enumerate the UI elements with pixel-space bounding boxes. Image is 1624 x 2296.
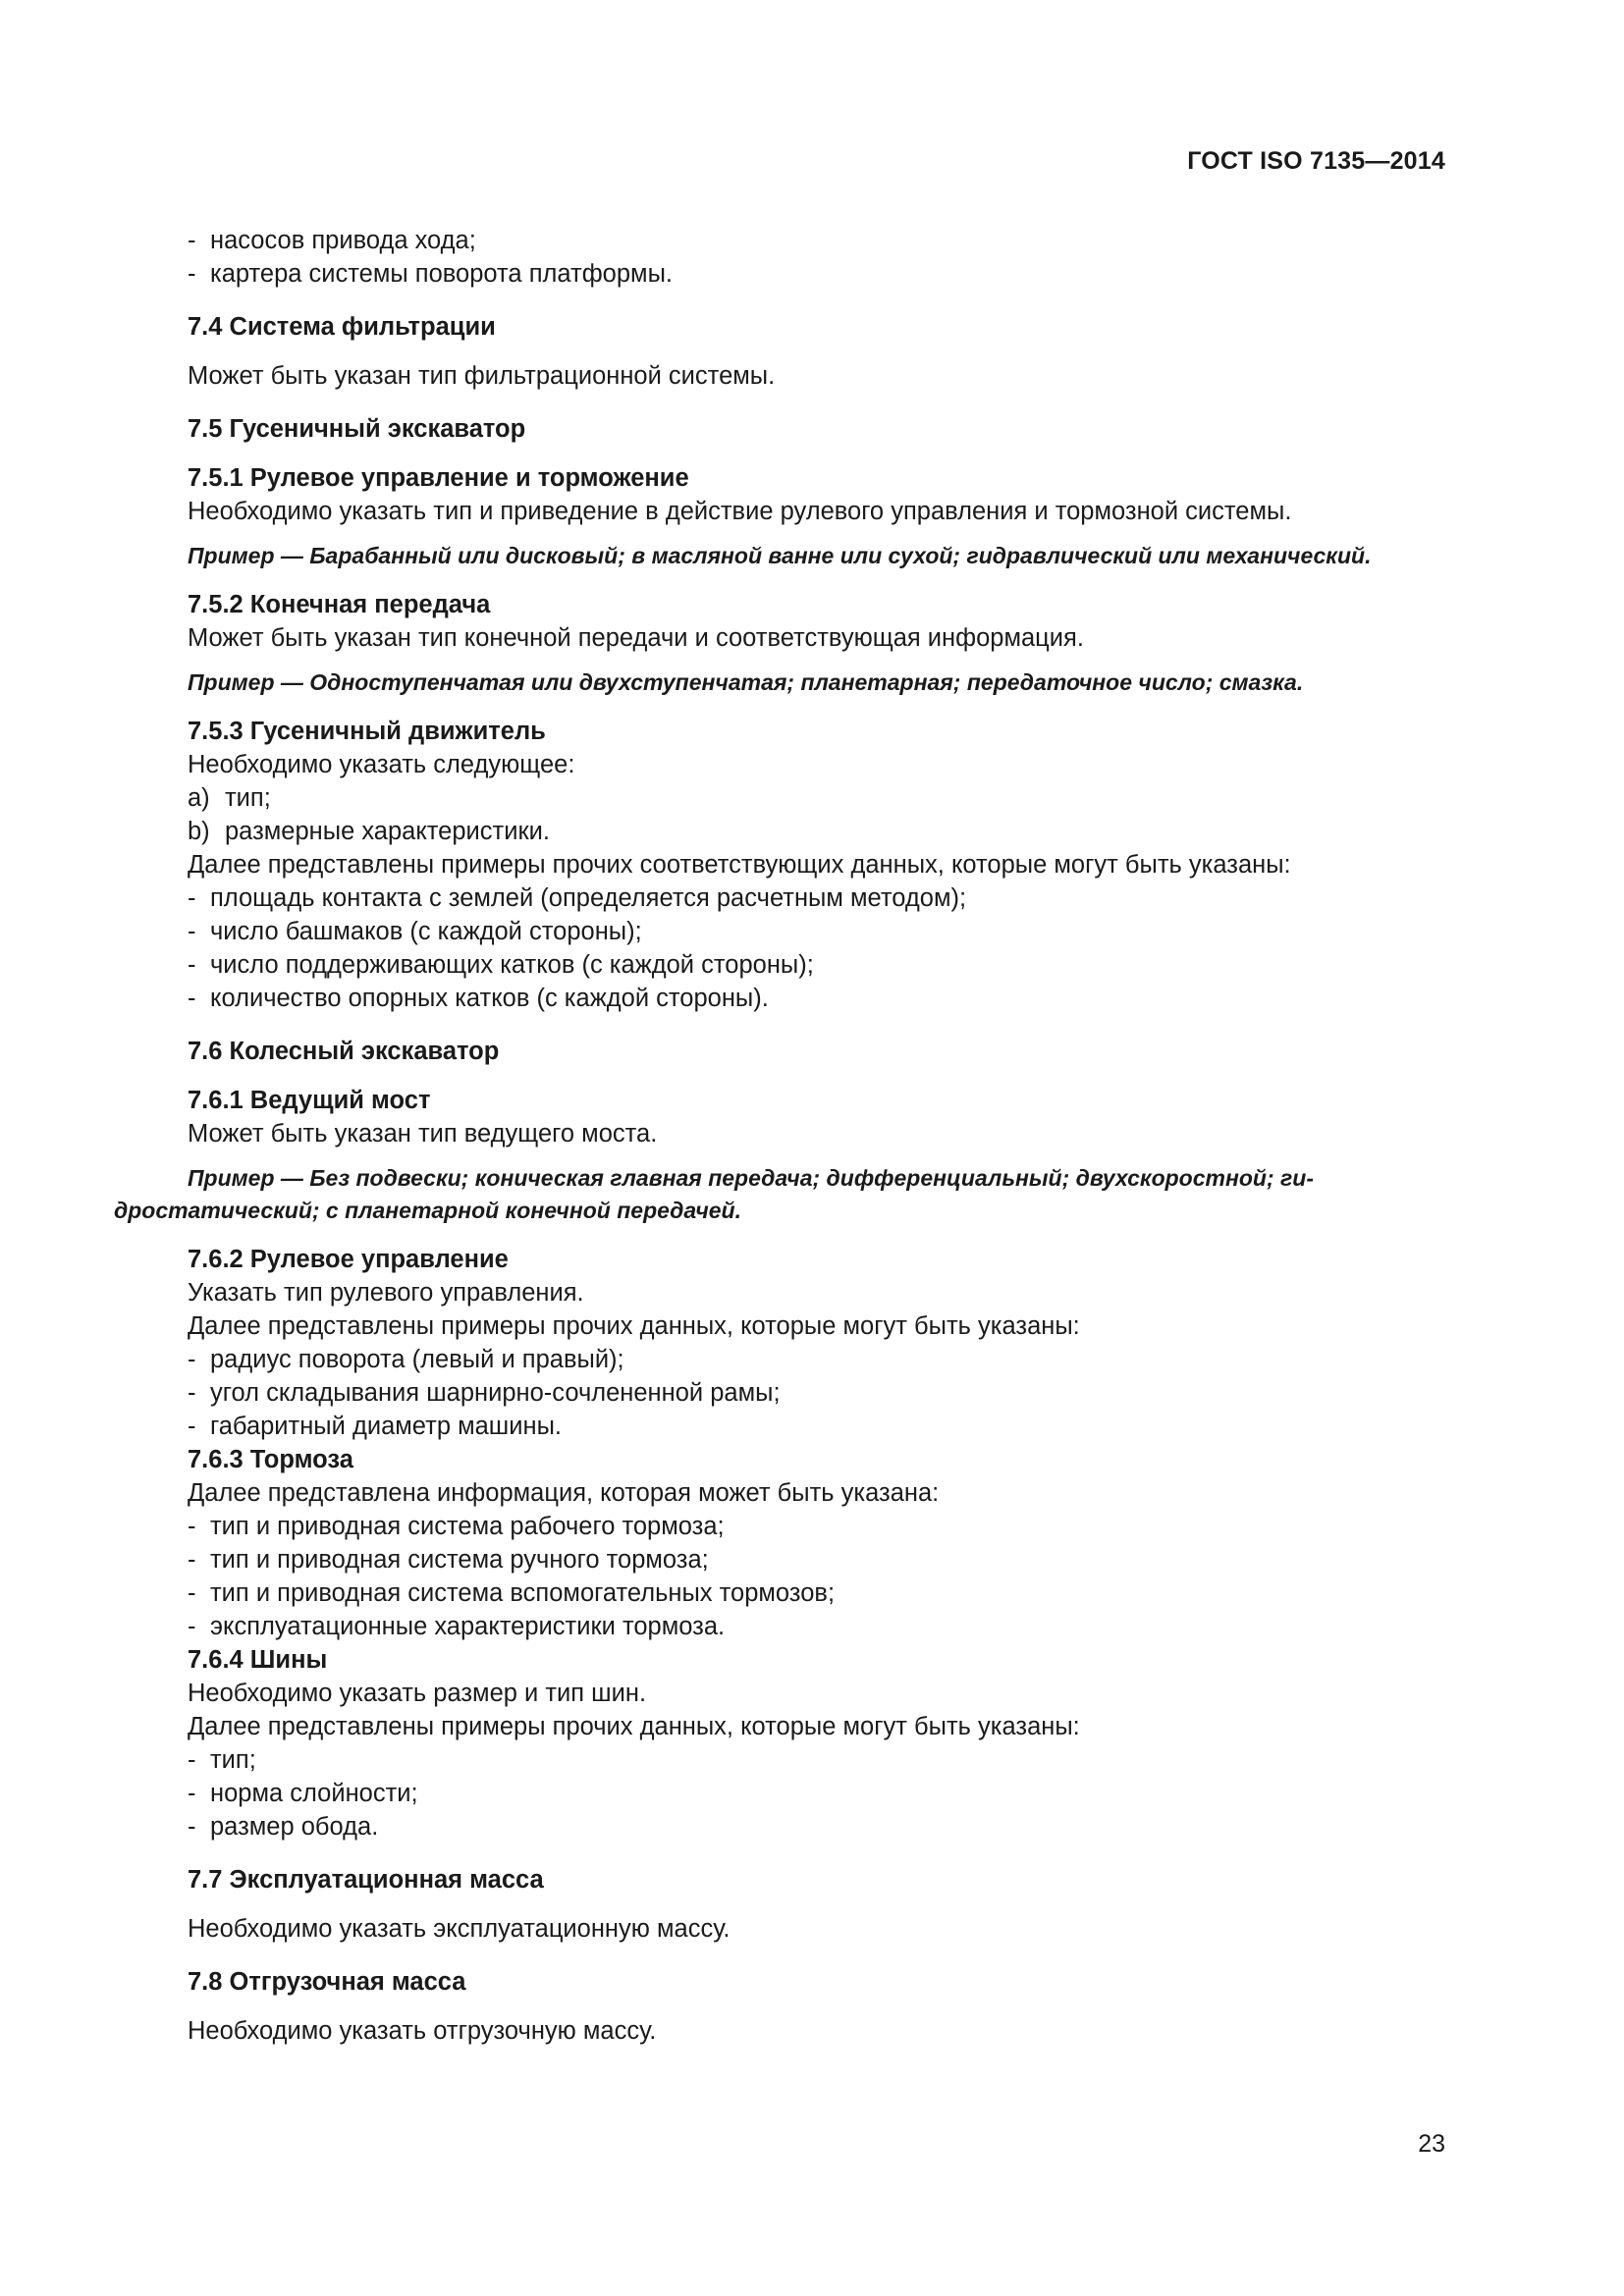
list-item: - картера системы поворота платформы. xyxy=(188,257,1445,291)
list-item: - насосов привода хода; xyxy=(188,224,1445,257)
list-dash: - xyxy=(188,227,196,254)
section-title-7-6-1: 7.6.1 Ведущий мост xyxy=(188,1087,431,1114)
list-item: - эксплуатационные характеристики тормоза. xyxy=(188,1610,1445,1643)
list-dash: - xyxy=(188,985,196,1012)
list-item: - тип и приводная система ручного тормоза; xyxy=(188,1543,1445,1576)
example-line-2: дростатический; с планетарной конечной передачей. xyxy=(114,1198,741,1223)
list-dash: - xyxy=(188,1780,196,1807)
document-body xyxy=(114,224,1445,2048)
section-title-7-5: 7.5 Гусеничный экскаватор xyxy=(188,415,526,443)
list-item: - норма слойности; xyxy=(188,1777,1445,1810)
list-dash: - xyxy=(188,1546,196,1574)
section-text-7-4: Может быть указан тип фильтрационной системы. xyxy=(188,362,776,390)
list-dash: - xyxy=(188,1413,196,1440)
section-more-7-6-2: Далее представлены примеры прочих данных, которые могут быть указаны: xyxy=(188,1312,1080,1340)
list-item: - количество опорных катков (с каждой стороны). xyxy=(188,982,1445,1015)
section-title-7-6-2: 7.6.2 Рулевое управление xyxy=(188,1246,509,1273)
section-title-7-5-1: 7.5.1 Рулевое управление и торможение xyxy=(188,464,689,492)
example-7-6-1 xyxy=(114,1162,1445,1227)
section-text-7-6-1: Может быть указан тип ведущего моста. xyxy=(188,1120,658,1148)
example-7-5-2: Пример — Одноступенчатая или двухступенчатая; планетарная; передаточное число; смазка. xyxy=(188,669,1304,695)
list-item: - размер обода. xyxy=(188,1810,1445,1843)
section-text-7-6-4: Необходимо указать размер и тип шин. xyxy=(188,1680,647,1707)
list-item: - угол складывания шарнирно-сочлененной рамы; xyxy=(188,1376,1445,1410)
list-dash: - xyxy=(188,260,196,288)
list-dash: - xyxy=(188,1579,196,1607)
section-text-7-6-3: Далее представлена информация, которая может быть указана: xyxy=(188,1479,940,1507)
section-more-7-6-4: Далее представлены примеры прочих данных, которые могут быть указаны: xyxy=(188,1713,1080,1740)
section-text-7-7: Необходимо указать эксплуатационную массу. xyxy=(188,1915,731,1943)
section-title-7-5-2: 7.5.2 Конечная передача xyxy=(188,591,491,618)
section-more-7-5-3: Далее представлены примеры прочих соответствующих данных, которые могут быть указаны: xyxy=(188,851,1291,879)
list-dash: - xyxy=(188,918,196,945)
list-item: - тип и приводная система рабочего тормоза; xyxy=(188,1510,1445,1543)
section-title-7-6: 7.6 Колесный экскаватор xyxy=(188,1038,500,1065)
example-7-5-1: Пример — Барабанный или дисковый; в масляной ванне или сухой; гидравлический или механический. xyxy=(188,543,1372,568)
list-item: - радиус поворота (левый и правый); xyxy=(188,1343,1445,1376)
section-title-7-6-4: 7.6.4 Шины xyxy=(188,1646,328,1674)
section-title-7-8: 7.8 Отгрузочная масса xyxy=(188,1968,466,1996)
alpha-list-item: a) тип; xyxy=(188,784,271,812)
section-title-7-5-3: 7.5.3 Гусеничный движитель xyxy=(188,718,546,745)
list-dash: - xyxy=(188,1746,196,1774)
list-item: - габаритный диаметр машины. xyxy=(188,1410,1445,1443)
list-item: - число башмаков (с каждой стороны); xyxy=(188,915,1445,948)
section-text-7-5-1: Необходимо указать тип и приведение в действие рулевого управления и тормозной системы. xyxy=(188,498,1292,525)
list-dash: - xyxy=(188,1513,196,1540)
section-text-7-5-3: Необходимо указать следующее: xyxy=(188,751,575,778)
list-dash: - xyxy=(188,1813,196,1841)
list-item: - площадь контакта с землей (определяется расчетным методом); xyxy=(188,881,1445,915)
section-title-7-7: 7.7 Эксплуатационная масса xyxy=(188,1866,544,1894)
example-line-1: Пример — Без подвески; коническая главная передача; дифференциальный; двухскоростной; ги- xyxy=(188,1165,1315,1191)
section-text-7-6-2: Указать тип рулевого управления. xyxy=(188,1279,584,1307)
section-title-7-6-3: 7.6.3 Тормоза xyxy=(188,1446,353,1473)
section-text-7-8: Необходимо указать отгрузочную массу. xyxy=(188,2017,657,2045)
section-text-7-5-2: Может быть указан тип конечной передачи и соответствующая информация. xyxy=(188,624,1084,652)
list-item: - число поддерживающих катков (с каждой стороны); xyxy=(188,948,1445,982)
section-title-7-4: 7.4 Система фильтрации xyxy=(188,313,496,341)
list-dash: - xyxy=(188,951,196,979)
list-dash: - xyxy=(188,1613,196,1640)
alpha-list-item: b) размерные характеристики. xyxy=(188,818,550,845)
list-item: - тип и приводная система вспомогательных тормозов; xyxy=(188,1576,1445,1610)
list-item: - тип; xyxy=(188,1743,1445,1777)
page-number: 23 xyxy=(1418,2130,1445,2158)
list-dash: - xyxy=(188,884,196,912)
list-dash: - xyxy=(188,1346,196,1373)
document-header: ГОСТ ISO 7135—2014 xyxy=(1187,147,1445,175)
list-dash: - xyxy=(188,1379,196,1407)
